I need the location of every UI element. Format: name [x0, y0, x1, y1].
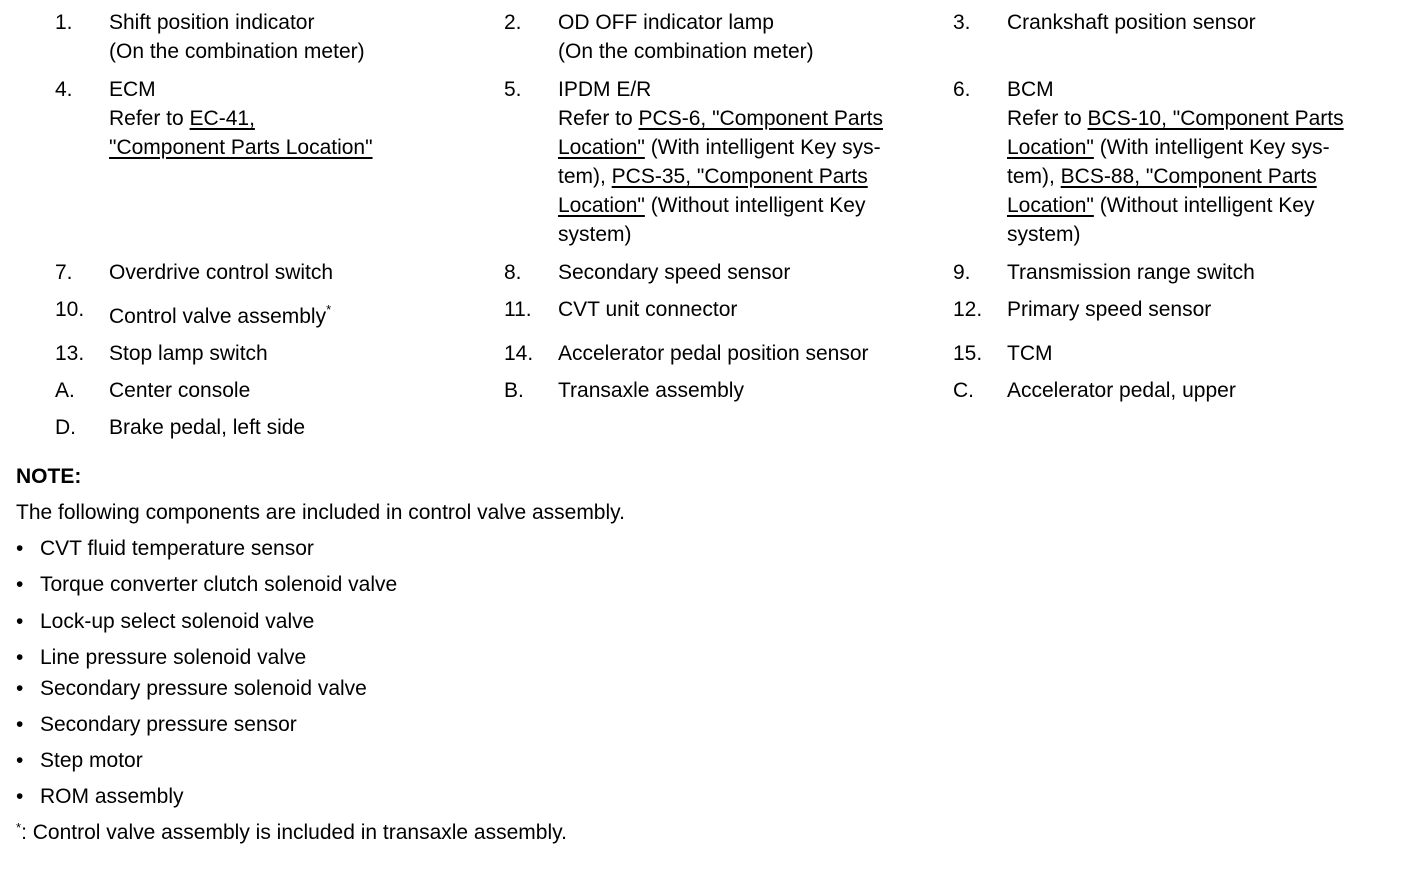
bcs-88-link-cont[interactable]: Location"	[1007, 194, 1094, 217]
pcs-35-link-cont[interactable]: Location"	[558, 194, 645, 217]
bullet-icon: •	[16, 677, 24, 700]
footnote-marker: *	[326, 302, 332, 317]
bullet-text: Torque converter clutch solenoid valve	[40, 573, 398, 596]
item-number: 1.	[55, 11, 73, 34]
bullet-text: Secondary pressure sensor	[40, 713, 297, 736]
footnote	[16, 818, 567, 847]
item-label: Accelerator pedal position sensor	[558, 342, 869, 365]
item-number: 5.	[504, 78, 522, 101]
with-key-text: (With intelligent Key sys-	[644, 136, 881, 159]
item-note: (On the combination meter)	[109, 40, 365, 63]
refer-text: Refer to	[1007, 107, 1088, 130]
item-label: Center console	[109, 379, 251, 402]
item-label: ECM	[109, 78, 156, 101]
item-label: BCM	[1007, 78, 1054, 101]
bullet-icon: •	[16, 610, 24, 633]
bullet-icon: •	[16, 785, 24, 808]
item-number: 10.	[55, 298, 85, 321]
bullet-icon: •	[16, 573, 24, 596]
item-letter: C.	[953, 379, 974, 402]
item-number: 8.	[504, 261, 522, 284]
item-label: CVT unit connector	[558, 298, 738, 321]
bullet-icon: •	[16, 713, 24, 736]
item-number: 11.	[504, 298, 532, 321]
component-parts-location-link[interactable]: "Component Parts Location"	[109, 136, 373, 159]
system-text: system)	[558, 223, 632, 246]
with-key-text: (With intelligent Key sys-	[1093, 136, 1330, 159]
bullet-text: Line pressure solenoid valve	[40, 646, 307, 669]
item-label: Primary speed sensor	[1007, 298, 1212, 321]
bcs-10-link-cont[interactable]: Location"	[1007, 136, 1094, 159]
bullet-icon: •	[16, 646, 24, 669]
item-number: 7.	[55, 261, 73, 284]
item-label: Transmission range switch	[1007, 261, 1255, 284]
item-number: 2.	[504, 11, 522, 34]
item-letter: B.	[504, 379, 524, 402]
item-label: Control valve assembly	[109, 305, 327, 328]
item-label: Transaxle assembly	[558, 379, 744, 402]
refer-text: Refer to	[109, 107, 190, 130]
item-label: Shift position indicator	[109, 11, 315, 34]
bullet-text: ROM assembly	[40, 785, 184, 808]
item-label: Brake pedal, left side	[109, 416, 306, 439]
item-label: Overdrive control switch	[109, 261, 334, 284]
bcs-88-link[interactable]: BCS-88, "Component Parts	[1060, 165, 1317, 188]
item-number: 4.	[55, 78, 73, 101]
bullet-icon: •	[16, 749, 24, 772]
item-label: Stop lamp switch	[109, 342, 268, 365]
pcs-6-link-cont[interactable]: Location"	[558, 136, 645, 159]
pcs-6-link[interactable]: PCS-6, "Component Parts	[638, 107, 883, 130]
without-key-text: (Without intelligent Key	[644, 194, 866, 217]
system-text: system)	[1007, 223, 1081, 246]
item-number: 3.	[953, 11, 971, 34]
footnote-marker: *	[16, 820, 22, 835]
item-number: 15.	[953, 342, 983, 365]
bullet-text: CVT fluid temperature sensor	[40, 537, 314, 560]
item-label: TCM	[1007, 342, 1053, 365]
refer-text: Refer to	[558, 107, 639, 130]
footnote-text: : Control valve assembly is included in transaxle assembly.	[21, 821, 567, 844]
bullet-icon: •	[16, 537, 24, 560]
pcs-35-link[interactable]: PCS-35, "Component Parts	[611, 165, 868, 188]
bcs-10-link[interactable]: BCS-10, "Component Parts	[1087, 107, 1344, 130]
item-number: 14.	[504, 342, 534, 365]
bullet-text: Step motor	[40, 749, 143, 772]
tem-text: tem),	[558, 165, 612, 188]
item-label: Accelerator pedal, upper	[1007, 379, 1236, 402]
note-text: The following components are included in control valve assembly.	[16, 501, 625, 524]
item-label: OD OFF indicator lamp	[558, 11, 774, 34]
item-letter: D.	[55, 416, 76, 439]
note-title: NOTE:	[16, 465, 82, 488]
item-note: (On the combination meter)	[558, 40, 814, 63]
item-number: 6.	[953, 78, 971, 101]
item-label: IPDM E/R	[558, 78, 652, 101]
item-letter: A.	[55, 379, 75, 402]
item-number: 12.	[953, 298, 983, 321]
item-number: 9.	[953, 261, 971, 284]
item-label: Crankshaft position sensor	[1007, 11, 1256, 34]
bullet-text: Lock-up select solenoid valve	[40, 610, 315, 633]
tem-text: tem),	[1007, 165, 1061, 188]
without-key-text: (Without intelligent Key	[1093, 194, 1315, 217]
ec-41-link[interactable]: EC-41,	[189, 107, 255, 130]
item-number: 13.	[55, 342, 85, 365]
bullet-text: Secondary pressure solenoid valve	[40, 677, 367, 700]
item-label: Secondary speed sensor	[558, 261, 791, 284]
